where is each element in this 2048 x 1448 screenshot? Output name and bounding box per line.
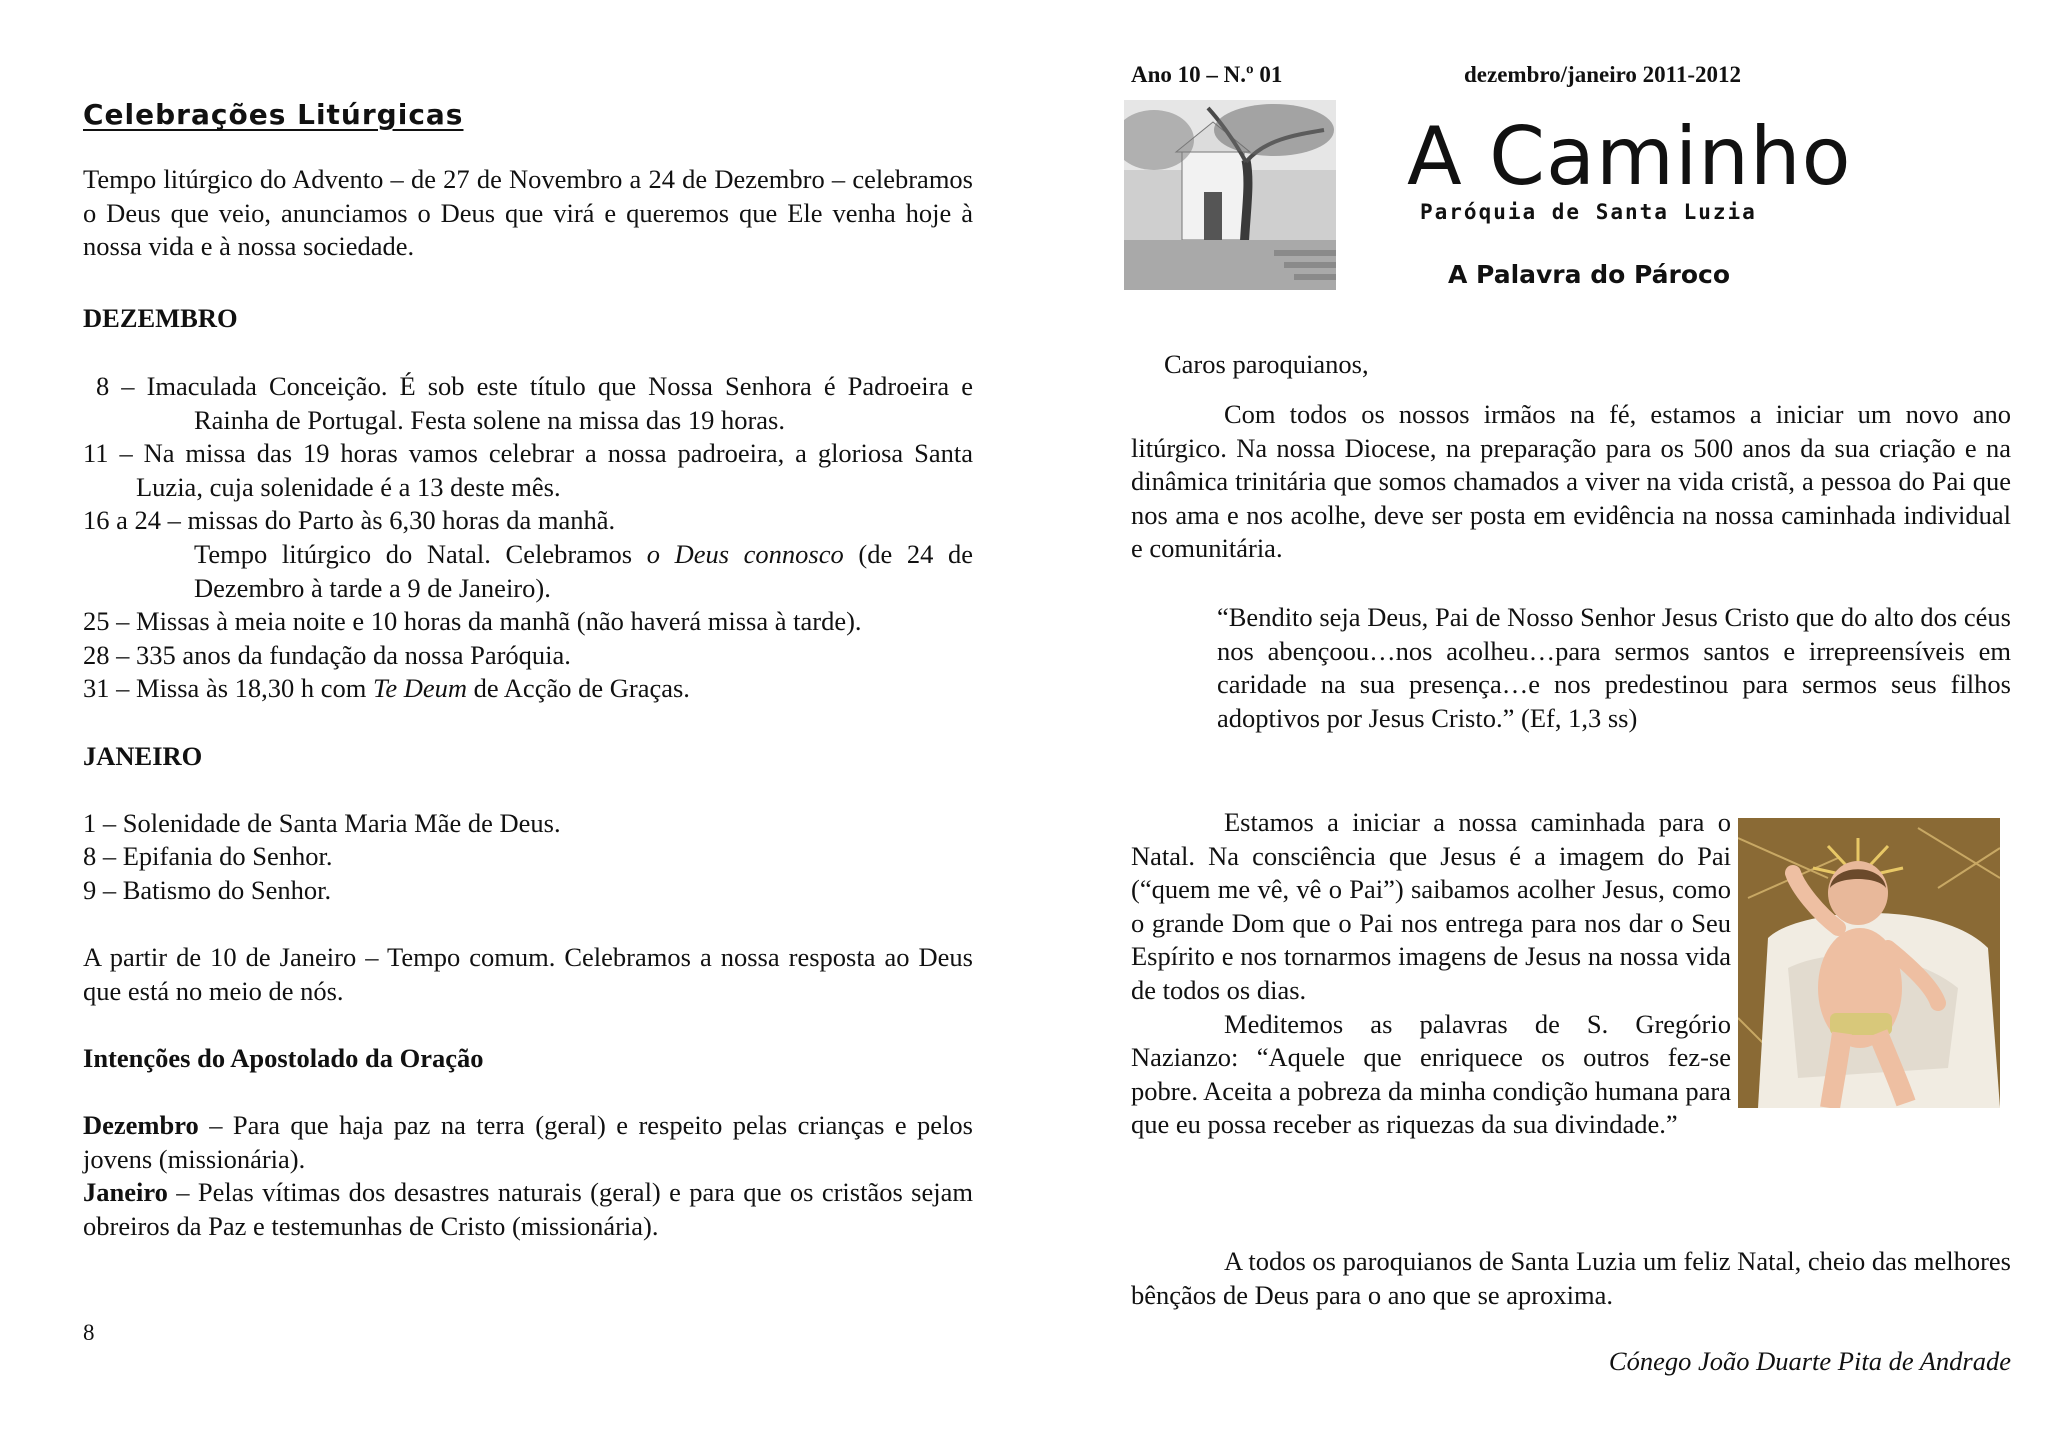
december-list bbox=[83, 370, 973, 1243]
december-item bbox=[83, 672, 973, 706]
baby-jesus-image bbox=[1738, 818, 2000, 1108]
intention-january bbox=[83, 1176, 973, 1243]
december-item: 28 – 335 anos da fundação da nossa Paróquia. bbox=[83, 639, 571, 670]
ordinary-time-note: A partir de 10 de Janeiro – Tempo comum. Celebramos a nossa resposta ao Deus que está no meio de nós. bbox=[83, 942, 973, 1006]
greeting: Caros paroquianos, bbox=[1164, 349, 1369, 379]
december-item: 8 – Imaculada Conceição. É sob este título que Nossa Senhora é Padroeira e Rainha de Portugal. Festa solene na missa das 19 horas. bbox=[96, 371, 973, 435]
item-text: 31 – Missa às 18,30 h com bbox=[83, 673, 374, 704]
parish-name: Paróquia de Santa Luzia bbox=[1420, 200, 1757, 224]
intention-label: Janeiro bbox=[83, 1177, 168, 1208]
issue-number: Ano 10 – N.º 01 bbox=[1131, 62, 1283, 87]
christmas-note-text: Tempo litúrgico do Natal. Celebramos bbox=[194, 538, 647, 569]
december-item: 16 a 24 – missas do Parto às 6,30 horas da manhã. bbox=[83, 505, 616, 536]
apostolado-heading: Intenções do Apostolado da Oração bbox=[83, 1042, 484, 1073]
intention-text: – Pelas vítimas dos desastres naturais (geral) e para que os cristãos sejam obreiros da Paz e testemunhas de Cristo (missionária). bbox=[83, 1177, 973, 1241]
section-title: A Palavra do Pároco bbox=[1448, 260, 1731, 289]
baby-jesus-photo bbox=[1738, 818, 2000, 1108]
christmas-note-italic: o Deus connosco bbox=[646, 538, 844, 569]
january-item: 8 – Epifania do Senhor. bbox=[83, 841, 333, 872]
paragraph: Meditemos as palavras de S. Gregório Nazianzo: “Aquele que enriquece os outros fez-se pobre. Aceita a pobreza da minha condição humana para que eu possa receber as riquezas da sua divindade.” bbox=[1131, 1008, 1731, 1140]
december-item: 25 – Missas à meia noite e 10 horas da manhã (não haverá missa à tarde). bbox=[83, 606, 862, 637]
intention-text: – Para que haja paz na terra (geral) e respeito pelas crianças e pelos jovens (missionária). bbox=[83, 1110, 973, 1174]
december-item: 11 – Na missa das 19 horas vamos celebrar a nossa padroeira, a gloriosa Santa Luzia, cuja solenidade é a 13 deste mês. bbox=[83, 438, 973, 502]
intention-december bbox=[83, 1109, 973, 1176]
item-italic: Te Deum bbox=[373, 673, 467, 704]
christmas-note-text: (de 24 de Dezembro à tarde a 9 de Janeiro). bbox=[194, 538, 973, 603]
church-photo-image bbox=[1124, 100, 1336, 290]
section-title: Celebrações Litúrgicas bbox=[83, 98, 464, 131]
paragraph-column bbox=[1131, 806, 1731, 1142]
january-item: 1 – Solenidade de Santa Maria Mãe de Deus. bbox=[83, 807, 561, 838]
right-page bbox=[1024, 0, 2048, 1448]
january-heading: JANEIRO bbox=[83, 740, 203, 771]
paragraph: Estamos a iniciar a nossa caminhada para o Natal. Na consciência que Jesus é a imagem do Pai (“quem me vê, vê o Pai”) saibamos acolher Jesus, como o grande Dom que o Pai nos entrega para nos dar o Seu Espírito e nos tornarmos imagens de Jesus na nossa vida de todos os dias. bbox=[1131, 807, 1731, 1005]
paragraph: Com todos os nossos irmãos na fé, estamos a iniciar um novo ano litúrgico. Na nossa Diocese, na preparação para os 500 anos da sua criação e na dinâmica trinitária que somos chamados a viver na vida cristã, a pessoa do Pai que nos ama e nos acolhe, deve ser posta em evidência na nossa caminhada individual e comunitária. bbox=[1131, 399, 2011, 564]
bible-quote: “Bendito seja Deus, Pai de Nosso Senhor Jesus Cristo que do alto dos céus nos abençoou…nos acolheu…para sermos santos e irrepreensíveis em caridade na sua presença…e nos predestinou para sermos seus filhos adoptivos por Jesus Cristo.” (Ef, 1,3 ss) bbox=[1217, 602, 2011, 733]
issue-date: dezembro/janeiro 2011-2012 bbox=[1464, 62, 1742, 87]
paragraph: A todos os paroquianos de Santa Luzia um feliz Natal, cheio das melhores bênçãos de Deus para o ano que se aproxima. bbox=[1131, 1246, 2011, 1310]
christmas-season-note bbox=[83, 538, 973, 605]
intention-label: Dezembro bbox=[83, 1110, 199, 1141]
advent-intro: Tempo litúrgico do Advento – de 27 de Novembro a 24 de Dezembro – celebramos o Deus que veio, anunciamos o Deus que virá e queremos que Ele venha hoje à nossa vida e à nossa sociedade. bbox=[83, 164, 973, 262]
church-photo bbox=[1124, 100, 1336, 290]
signature: Cónego João Duarte Pita de Andrade bbox=[1608, 1346, 2011, 1376]
page-number: 8 bbox=[83, 1320, 95, 1345]
masthead-title: A Caminho bbox=[1407, 110, 1852, 203]
january-item: 9 – Batismo do Senhor. bbox=[83, 874, 332, 905]
item-text: de Acção de Graças. bbox=[467, 673, 690, 704]
december-heading: DEZEMBRO bbox=[83, 303, 238, 333]
